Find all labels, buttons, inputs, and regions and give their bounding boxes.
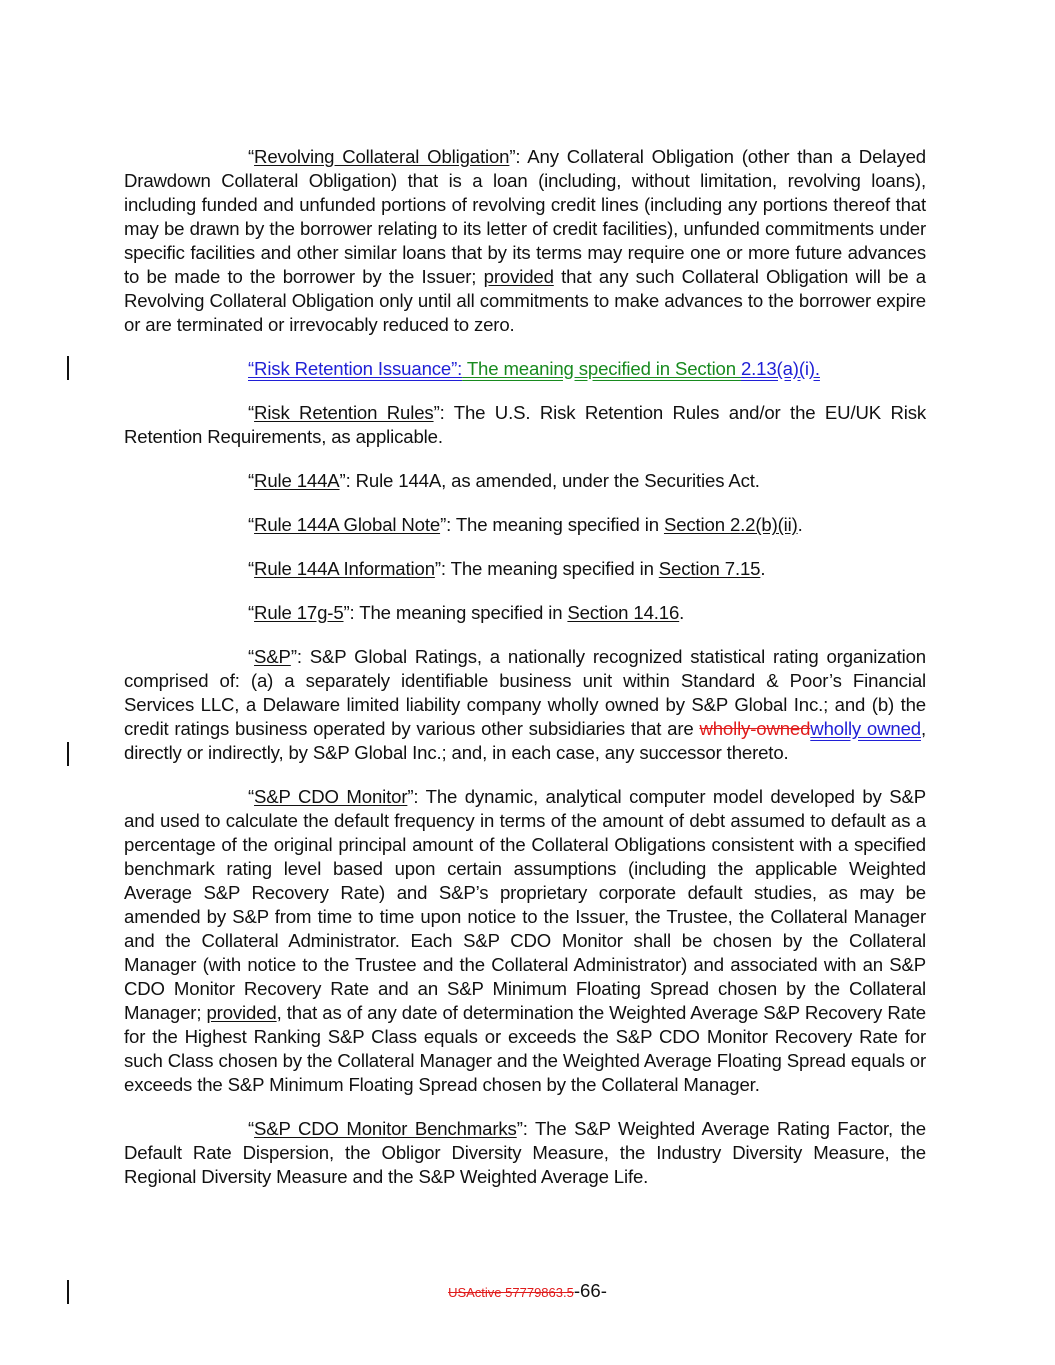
section-reference: Section 2.2(b)(ii) <box>663 514 798 535</box>
inserted-section-ref: 2.13(a)(i). <box>740 358 820 379</box>
definition-text: The meaning specified in <box>455 514 664 535</box>
open-quote: “ <box>248 1118 255 1139</box>
defined-term: Risk Retention Rules <box>254 402 434 423</box>
defined-term: Rule 144A <box>254 470 340 491</box>
definition-text: Rule 144A, as amended, under the Securities Act. <box>355 470 760 491</box>
inserted-term: “Risk Retention Issuance”: <box>248 358 463 379</box>
definition-text: that any such Collateral Obligation will be a Revolving Collateral Obligation only until all commitments to make advances to the borrower expire or are terminated or irrevocably reduced to zero. <box>124 266 927 335</box>
term-separator: ”: <box>509 146 528 167</box>
term-separator: ”: <box>290 646 310 667</box>
term-separator: ”: <box>434 558 451 579</box>
open-quote: “ <box>248 786 255 807</box>
definition-s-and-p-cdo-monitor <box>124 785 926 1097</box>
definition-revolving-collateral-obligation <box>124 145 926 337</box>
change-bar-s-and-p <box>67 742 69 766</box>
deleted-document-id: USActive 57779863.5 <box>448 1285 574 1300</box>
defined-term: Rule 144A Global Note <box>254 514 441 535</box>
page-footer <box>0 1280 1055 1302</box>
defined-term: Rule 17g-5 <box>254 602 344 623</box>
definition-text: The S&P Weighted Average Rating Factor, the Default Rate Dispersion, the Obligor Diversity Measure, the Industry Diversity Measure, the Regional Diversity Measure and the S&P Weighted Average Life. <box>124 1118 926 1187</box>
definition-rule-144a <box>124 469 926 493</box>
open-quote: “ <box>248 402 255 423</box>
definition-text: , that as of any date of determination the Weighted Average S&P Recovery Rate for the Highest Ranking S&P Class equals or exceeds the S&P CDO Monitor Recovery Rate for such Class chosen by the Collateral Manager and the Weighted Average Floating Spread equals or exceeds the S&P Minimum Floating Spread chosen by the Collateral Manager. <box>124 1002 926 1095</box>
definition-rule-144a-global-note <box>124 513 926 537</box>
provided-term: provided <box>483 266 554 287</box>
moved-text: The meaning specified in Section <box>462 358 741 379</box>
definition-text: The meaning specified in <box>450 558 659 579</box>
open-quote: “ <box>248 514 255 535</box>
term-separator: ”: <box>407 786 426 807</box>
open-quote: “ <box>248 558 255 579</box>
defined-term: Rule 144A Information <box>254 558 435 579</box>
definition-text: The U.S. Risk Retention Rules and/or the EU/UK Risk Retention Requirements, as applicable. <box>124 402 926 447</box>
open-quote: “ <box>248 646 255 667</box>
period: . <box>760 558 766 579</box>
section-reference: Section 7.15 <box>658 558 761 579</box>
defined-term: S&P CDO Monitor Benchmarks <box>254 1118 517 1139</box>
definition-risk-retention-rules <box>124 401 926 449</box>
open-quote: “ <box>248 146 255 167</box>
definition-text: S&P Global Ratings, a nationally recognized statistical rating organization comprised of: (a) a separately identifiable business unit within Standard & Poor’s Financial Services LLC, a Delaware limited liability company wholly owned by S&P Global Inc.; and (b) the credit ratings business operated by various other subsidiaries that are <box>124 646 926 739</box>
document-page <box>124 145 926 1209</box>
period: . <box>797 514 803 535</box>
definition-text: The dynamic, analytical computer model developed by S&P and used to calculate the default frequency in terms of the amount of debt assumed to default as a percentage of the original principal amount of the Collateral Obligations consistent with a specified benchmark rating level based upon certain assumptions (including the applicable Weighted Average S&P Recovery Rate) and S&P’s proprietary corporate default studies, as may be amended by S&P from time to time upon notice to the Issuer, the Trustee, the Collateral Manager and the Collateral Administrator. Each S&P CDO Monitor shall be chosen by the Collateral Manager (with notice to the Trustee and the Collateral Administrator) and associated with an S&P CDO Monitor Recovery Rate and an S&P Minimum Floating Spread chosen by the Collateral Manager; <box>124 786 926 1023</box>
page-number: -66- <box>573 1280 607 1301</box>
defined-term: S&P CDO Monitor <box>254 786 408 807</box>
term-separator: ”: <box>440 514 456 535</box>
definition-text: Any Collateral Obligation (other than a Delayed Drawdown Collateral Obligation) that is a loan (including, without limitation, revolving loans), including funded and unfunded portions of revolving credit lines (including any portions thereof that may be drawn by the borrower relating to its letter of credit facilities), unfunded commitments under specific facilities and other similar loans that by its terms may require one or more future advances to be made to the borrower by the Issuer; <box>124 146 926 287</box>
definition-s-and-p-cdo-monitor-benchmarks <box>124 1117 926 1189</box>
period: . <box>679 602 685 623</box>
definition-rule-144a-information <box>124 557 926 581</box>
defined-term: S&P <box>254 646 291 667</box>
change-bar-risk-retention-issuance <box>67 356 69 380</box>
provided-term: provided <box>206 1002 277 1023</box>
defined-term: Revolving Collateral Obligation <box>254 146 510 167</box>
definition-rule-17g-5 <box>124 601 926 625</box>
open-quote: “ <box>248 470 255 491</box>
open-quote: “ <box>248 602 255 623</box>
definition-s-and-p <box>124 645 926 765</box>
term-separator: ”: <box>516 1118 535 1139</box>
deleted-text: wholly-owned <box>699 718 811 739</box>
definition-text: , directly or indirectly, by S&P Global Inc.; and, in each case, any successor thereto. <box>124 718 927 763</box>
term-separator: ”: <box>433 402 454 423</box>
section-reference: Section 14.16 <box>567 602 680 623</box>
definition-risk-retention-issuance <box>124 357 926 381</box>
inserted-text: wholly owned <box>810 718 921 739</box>
definition-text: The meaning specified in <box>359 602 568 623</box>
term-separator: ”: <box>343 602 360 623</box>
term-separator: ”: <box>339 470 356 491</box>
